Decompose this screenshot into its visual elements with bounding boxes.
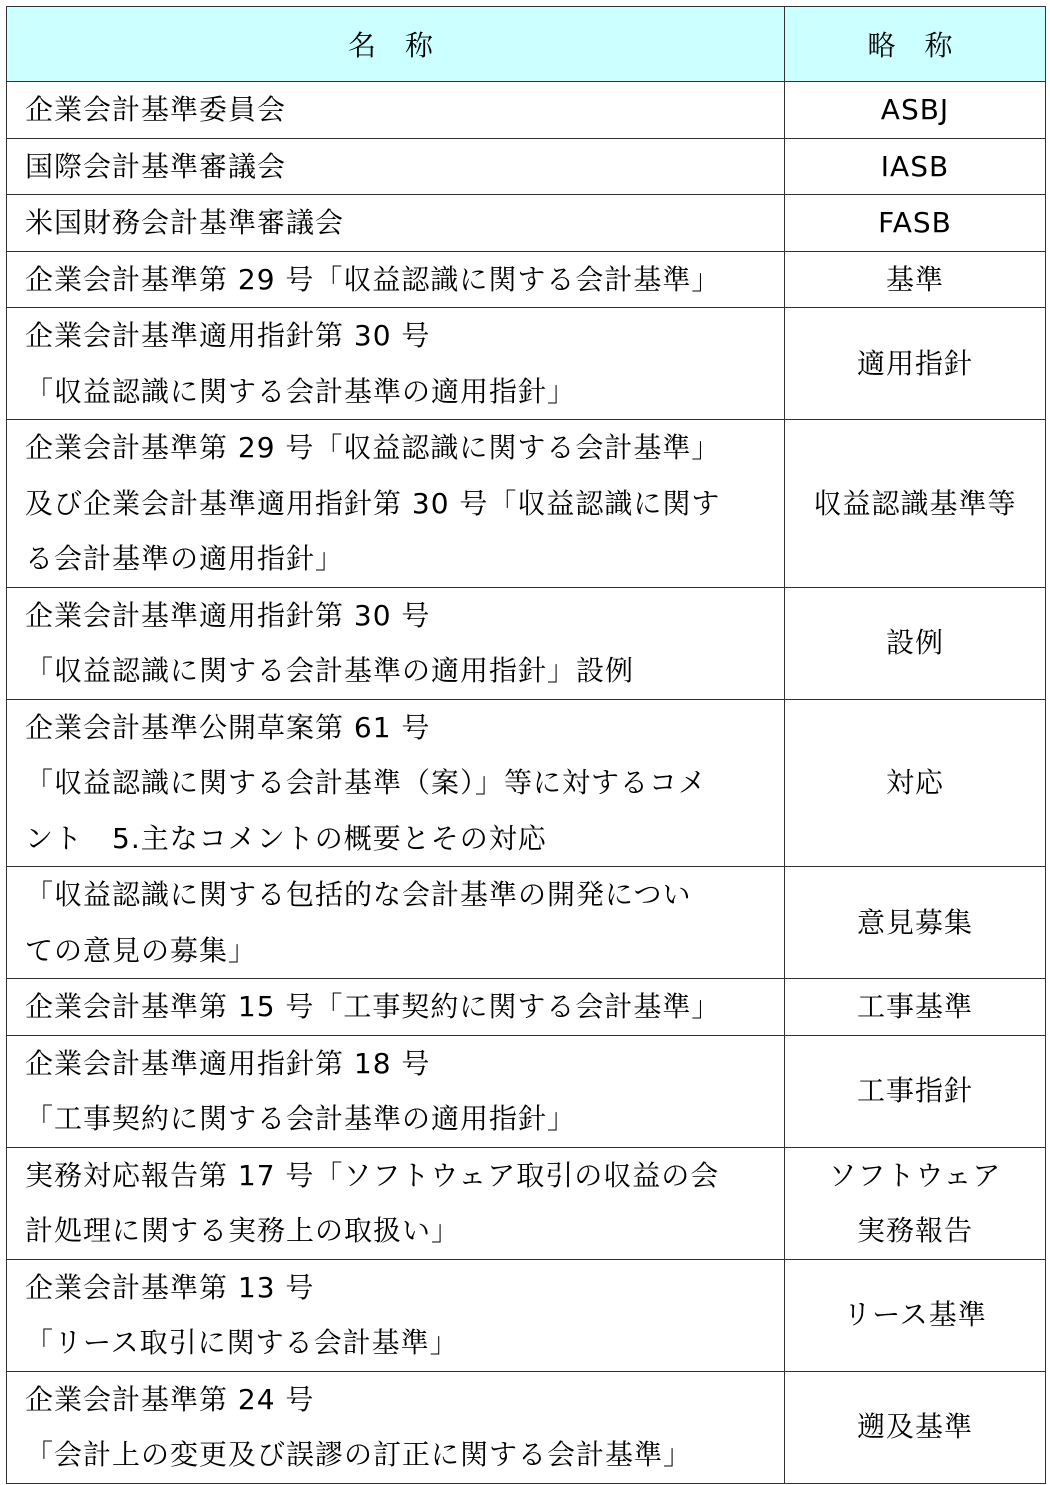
- name-line: 「収益認識に関する会計基準の適用指針」設例: [25, 654, 635, 687]
- abbreviation-line: 工事基準: [856, 990, 973, 1023]
- header-abbreviation: 略 称: [785, 7, 1046, 82]
- name-line: 「工事契約に関する会計基準の適用指針」: [25, 1102, 577, 1135]
- name-line: 実務対応報告第 17 号「ソフトウェア取引の収益の会: [25, 1158, 720, 1192]
- abbreviation-line: 工事指針: [856, 1074, 973, 1108]
- table-row: [7, 1371, 1046, 1483]
- name-cell: [7, 587, 785, 699]
- name-line: る会計基準の適用指針」: [25, 542, 345, 575]
- table-row: [7, 82, 1046, 139]
- table-row: [7, 251, 1046, 308]
- table-row: [7, 699, 1046, 867]
- abbreviation-line: ASBJ: [880, 93, 950, 126]
- abbreviation-line: IASB: [880, 149, 950, 183]
- table-row: [7, 1259, 1046, 1371]
- abbreviation-table-container: [6, 6, 1045, 1484]
- abbreviation-cell: [785, 308, 1046, 420]
- name-line: 企業会計基準第 29 号「収益認識に関する会計基準」: [25, 431, 721, 464]
- name-cell: [7, 308, 785, 420]
- abbreviation-cell: [785, 1259, 1046, 1371]
- name-cell: [7, 138, 785, 195]
- name-line: 企業会計基準第 13 号: [25, 1270, 315, 1304]
- name-cell: [7, 420, 785, 588]
- table-row: [7, 308, 1046, 420]
- abbreviation-line: 遡及基準: [856, 1410, 973, 1444]
- abbreviation-cell: [785, 1371, 1046, 1483]
- name-cell: [7, 1259, 785, 1371]
- abbreviation-line: 対応: [885, 766, 944, 799]
- name-line: 企業会計基準適用指針第 30 号: [25, 319, 431, 352]
- name-line: 企業会計基準委員会: [25, 93, 287, 126]
- abbreviation-line: リース基準: [843, 1298, 987, 1332]
- name-line: 企業会計基準公開草案第 61 号: [25, 710, 431, 744]
- abbreviation-line: 収益認識基準等: [813, 486, 1017, 520]
- abbreviation-line: ソフトウェア: [828, 1158, 1002, 1192]
- name-line: 企業会計基準適用指針第 30 号: [25, 598, 431, 632]
- abbreviation-cell: [785, 587, 1046, 699]
- name-line: 「リース取引に関する会計基準」: [25, 1326, 459, 1359]
- abbreviation-cell: [785, 195, 1046, 252]
- name-cell: [7, 1035, 785, 1147]
- table-row: [7, 979, 1046, 1036]
- name-line: 「収益認識に関する会計基準（案）」等に対するコメ: [25, 766, 708, 799]
- name-cell: [7, 867, 785, 979]
- table-row: [7, 867, 1046, 979]
- name-line: 企業会計基準第 29 号「収益認識に関する会計基準」: [25, 262, 721, 296]
- table-row: [7, 420, 1046, 588]
- abbreviation-line: 設例: [885, 626, 944, 660]
- name-line: 国際会計基準審議会: [25, 149, 287, 183]
- name-line: 計処理に関する実務上の取扱い」: [25, 1214, 461, 1247]
- name-line: 「会計上の変更及び誤謬の訂正に関する会計基準」: [25, 1438, 693, 1471]
- abbreviation-cell: [785, 867, 1046, 979]
- name-cell: [7, 979, 785, 1036]
- abbreviation-line: 適用指針: [856, 346, 973, 380]
- abbreviation-table: [6, 6, 1046, 1484]
- abbreviation-cell: [785, 251, 1046, 308]
- table-row: [7, 138, 1046, 195]
- abbreviation-cell: [785, 1035, 1046, 1147]
- name-line: 企業会計基準第 15 号「工事契約に関する会計基準」: [25, 990, 721, 1023]
- abbreviation-line: 意見募集: [856, 905, 973, 939]
- name-line: 及び企業会計基準適用指針第 30 号「収益認識に関す: [25, 486, 721, 520]
- name-cell: [7, 251, 785, 308]
- name-line: ての意見の募集」: [25, 933, 258, 967]
- table-header-row: [7, 7, 1046, 82]
- name-cell: [7, 82, 785, 139]
- name-line: ント 5.主なコメントの概要とその対応: [25, 821, 547, 855]
- abbreviation-cell: [785, 699, 1046, 867]
- abbreviation-cell: [785, 979, 1046, 1036]
- table-row: [7, 587, 1046, 699]
- name-cell: [7, 1147, 785, 1259]
- abbreviation-cell: [785, 82, 1046, 139]
- abbreviation-cell: [785, 420, 1046, 588]
- name-cell: [7, 195, 785, 252]
- table-row: [7, 1147, 1046, 1259]
- abbreviation-line: 基準: [885, 262, 944, 296]
- abbreviation-line: 実務報告: [856, 1214, 973, 1247]
- name-line: 「収益認識に関する包括的な会計基準の開発につい: [25, 878, 692, 911]
- abbreviation-cell: [785, 138, 1046, 195]
- name-cell: [7, 1371, 785, 1483]
- name-line: 企業会計基準適用指針第 18 号: [25, 1046, 431, 1080]
- abbreviation-line: FASB: [878, 206, 952, 239]
- table-row: [7, 195, 1046, 252]
- name-line: 米国財務会計基準審議会: [25, 206, 345, 239]
- abbreviation-cell: [785, 1147, 1046, 1259]
- header-name: 名 称: [7, 7, 785, 82]
- name-cell: [7, 699, 785, 867]
- name-line: 「収益認識に関する会計基準の適用指針」: [25, 374, 577, 408]
- name-line: 企業会計基準第 24 号: [25, 1382, 315, 1416]
- table-row: [7, 1035, 1046, 1147]
- table-body: [7, 82, 1046, 1484]
